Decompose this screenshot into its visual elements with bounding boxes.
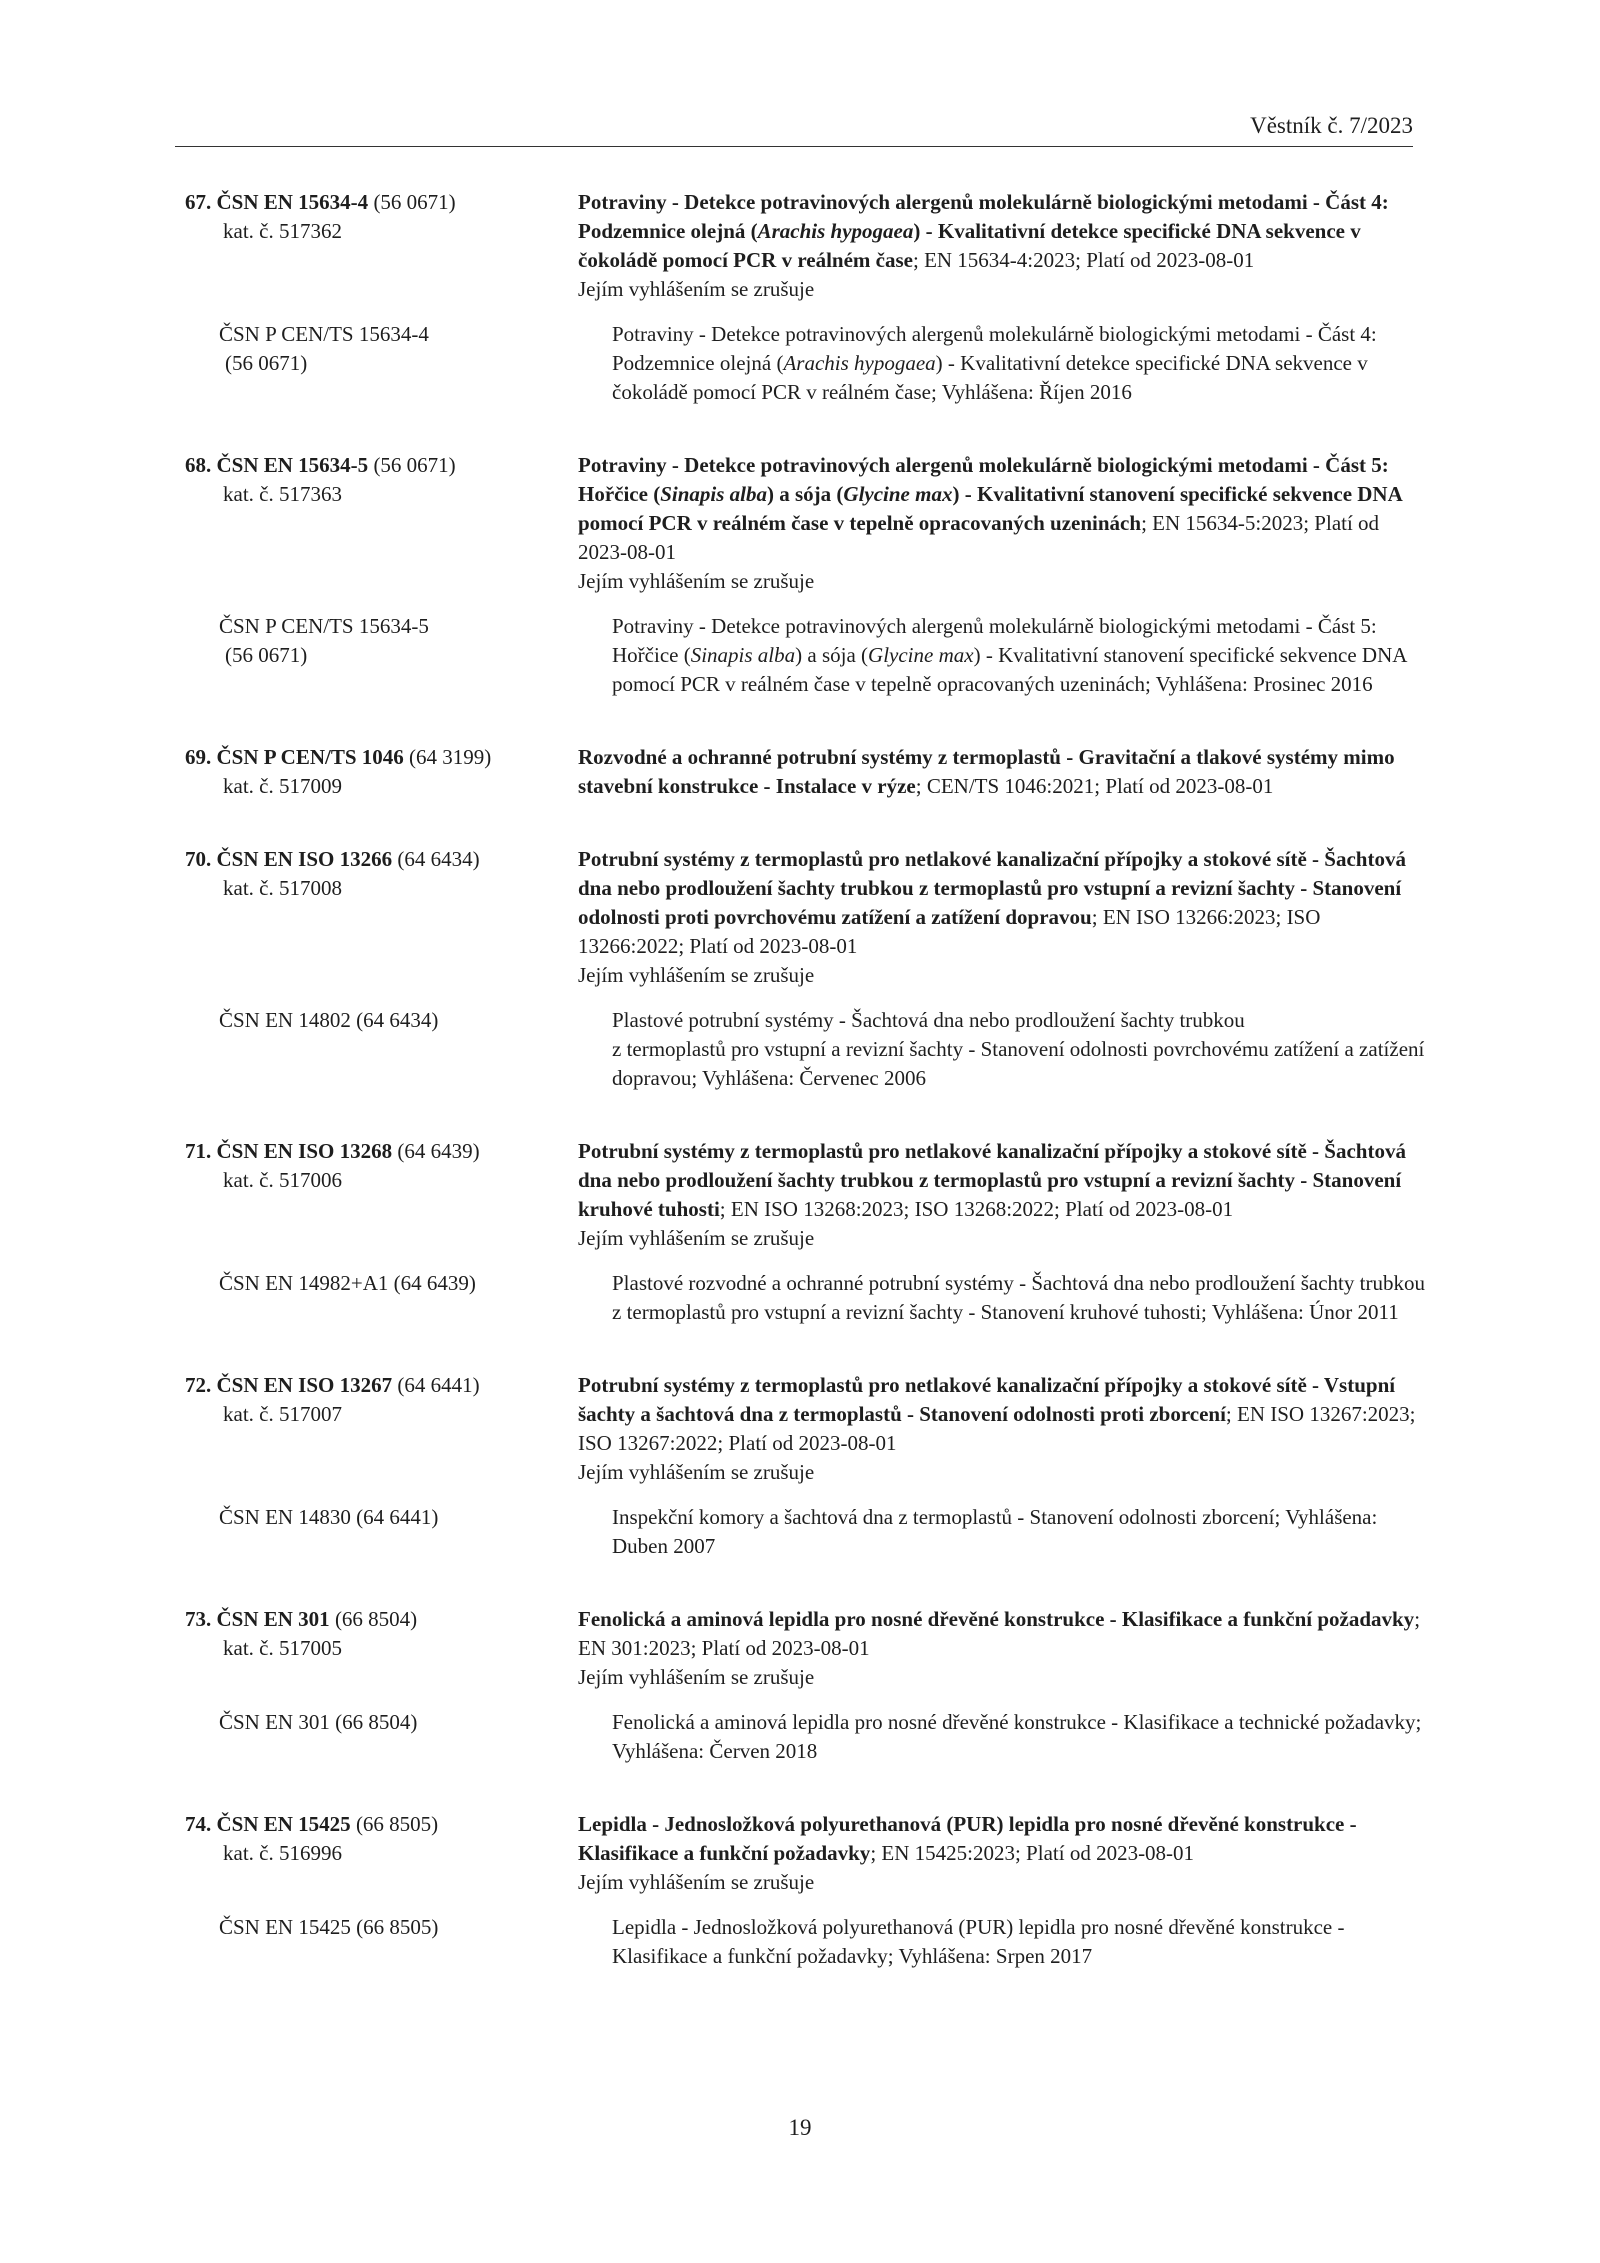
replaced-standard-description: Lepidla - Jednosložková polyurethanová (PUR) lepidla pro nosné dřevěné konstrukce - Klasifikace a funkční požadavky; Vyhlášena: Srpen 2017 (612, 1915, 1345, 1968)
cancellation-note: Jejím vyhlášením se zrušuje (578, 1870, 815, 1894)
standard-title: Potraviny - Detekce potravinových alergenů molekulárně biologickými metodami - Část 5: Hořčice (Sinapis alba) a sója (Glycine max) - Kvalitativní stanovení specifické sekvence DNA pomocí PCR v reálném čase v tepelně opracovaných uzeninách; EN 15634-5:2023; Platí od 2023-08-01 (578, 453, 1402, 564)
standard-code: ČSN EN 15634-4 (216, 190, 369, 214)
replaced-standard-description: Fenolická a aminová lepidla pro nosné dřevěné konstrukce - Klasifikace a technické požadavky; Vyhlášena: Červen 2018 (612, 1710, 1422, 1763)
standard-entry-69 (185, 743, 1425, 801)
class-code: (64 6441) (392, 1373, 480, 1397)
catalog-number: kat. č. 517007 (223, 1402, 342, 1426)
cancellation-note: Jejím vyhlášením se zrušuje (578, 963, 815, 987)
standard-code: ČSN EN ISO 13268 (216, 1139, 393, 1163)
standard-code: ČSN EN ISO 13266 (216, 847, 393, 871)
class-code: (64 6439) (392, 1139, 480, 1163)
replaced-standard-code: ČSN EN 15425 (66 8505) (219, 1915, 439, 1939)
standard-entry-68 (185, 451, 1425, 699)
standard-code: ČSN EN ISO 13267 (216, 1373, 393, 1397)
class-code: (64 3199) (403, 745, 492, 769)
replaced-standard-description: Plastové rozvodné a ochranné potrubní systémy - Šachtová dna nebo prodloužení šachty trubkou z termoplastů pro vstupní a revizní šachty - Stanovení kruhové tuhosti; Vyhlášena: Únor 2011 (612, 1271, 1425, 1324)
cancellation-note: Jejím vyhlášením se zrušuje (578, 1226, 815, 1250)
class-code: (56 0671) (368, 453, 456, 477)
replaced-standard-description: Plastové potrubní systémy - Šachtová dna nebo prodloužení šachty trubkou z termoplastů pro vstupní a revizní šachty - Stanovení odolnosti povrchovému zatížení a zatížení dopravou; Vyhlášena: Červenec 2006 (612, 1008, 1425, 1090)
replaced-standard-code: ČSN EN 14802 (64 6434) (219, 1008, 439, 1032)
standard-title: Potrubní systémy z termoplastů pro netlakové kanalizační přípojky a stokové sítě - Šachtová dna nebo prodloužení šachty trubkou z termoplastů pro vstupní a revizní šachty - Stanovení odolnosti proti povrchovému zatížení a zatížení dopravou; EN ISO 13266:2023; ISO 13266:2022; Platí od 2023-08-01 (578, 847, 1406, 958)
catalog-number: kat. č. 517005 (223, 1636, 342, 1660)
catalog-number: kat. č. 517362 (223, 219, 342, 243)
replaced-standard-code: ČSN P CEN/TS 15634-5 (219, 614, 429, 638)
entry-number: 68. (185, 453, 212, 477)
replaced-standard-description: Potraviny - Detekce potravinových alergenů molekulárně biologickými metodami - Část 5: Hořčice (Sinapis alba) a sója (Glycine max) - Kvalitativní stanovení specifické sekvence DNA pomocí PCR v reálném čase v tepelně opracovaných uzeninách; Vyhlášena: Prosinec 2016 (612, 614, 1407, 696)
class-code: (66 8505) (350, 1812, 439, 1836)
entry-number: 67. (185, 190, 212, 214)
class-code: (56 0671) (368, 190, 456, 214)
standard-title: Potrubní systémy z termoplastů pro netlakové kanalizační přípojky a stokové sítě - Vstupní šachty a šachtová dna z termoplastů - Stanovení odolnosti proti zborcení; EN ISO 13267:2023; ISO 13267:2022; Platí od 2023-08-01 (578, 1373, 1416, 1455)
standard-title: Potraviny - Detekce potravinových alergenů molekulárně biologickými metodami - Část 4: Podzemnice olejná (Arachis hypogaea) - Kvalitativní detekce specifické DNA sekvence v čokoládě pomocí PCR v reálném čase; EN 15634-4:2023; Platí od 2023-08-01 (578, 190, 1389, 272)
standard-entry-73 (185, 1605, 1425, 1766)
replaced-standard-code: ČSN EN 14830 (64 6441) (219, 1505, 439, 1529)
standard-title: Potrubní systémy z termoplastů pro netlakové kanalizační přípojky a stokové sítě - Šachtová dna nebo prodloužení šachty trubkou z termoplastů pro vstupní a revizní šachty - Stanovení kruhové tuhosti; EN ISO 13268:2023; ISO 13268:2022; Platí od 2023-08-01 (578, 1139, 1406, 1221)
replaced-class-code: (56 0671) (225, 351, 308, 375)
standard-entry-71 (185, 1137, 1425, 1327)
replaced-standard-description: Inspekční komory a šachtová dna z termoplastů - Stanovení odolnosti zborcení; Vyhlášena: Duben 2007 (612, 1505, 1378, 1558)
standard-code: ČSN EN 15425 (216, 1812, 351, 1836)
cancellation-note: Jejím vyhlášením se zrušuje (578, 1460, 815, 1484)
replaced-class-code: (56 0671) (225, 643, 308, 667)
catalog-number: kat. č. 517008 (223, 876, 342, 900)
standards-list (185, 188, 1425, 2015)
entry-number: 72. (185, 1373, 212, 1397)
catalog-number: kat. č. 517006 (223, 1168, 342, 1192)
entry-number: 73. (185, 1607, 212, 1631)
entry-number: 69. (185, 745, 212, 769)
page-number: 19 (788, 2115, 812, 2140)
cancellation-note: Jejím vyhlášením se zrušuje (578, 1665, 815, 1689)
catalog-number: kat. č. 516996 (223, 1841, 342, 1865)
class-code: (66 8504) (329, 1607, 418, 1631)
entry-number: 71. (185, 1139, 212, 1163)
cancellation-note: Jejím vyhlášením se zrušuje (578, 277, 815, 301)
entry-number: 74. (185, 1812, 212, 1836)
catalog-number: kat. č. 517009 (223, 774, 342, 798)
replaced-standard-code: ČSN P CEN/TS 15634-4 (219, 322, 429, 346)
standard-entry-74 (185, 1810, 1425, 1971)
standard-entry-70 (185, 845, 1425, 1093)
standard-entry-72 (185, 1371, 1425, 1561)
standard-entry-67 (185, 188, 1425, 407)
catalog-number: kat. č. 517363 (223, 482, 342, 506)
standard-code: ČSN P CEN/TS 1046 (216, 745, 404, 769)
standard-title: Lepidla - Jednosložková polyurethanová (PUR) lepidla pro nosné dřevěné konstrukce - Klasifikace a funkční požadavky; EN 15425:2023; Platí od 2023-08-01 (578, 1812, 1357, 1865)
standard-code: ČSN EN 301 (216, 1607, 330, 1631)
class-code: (64 6434) (392, 847, 480, 871)
standard-title: Rozvodné a ochranné potrubní systémy z termoplastů - Gravitační a tlakové systémy mimo stavební konstrukce - Instalace v rýze; CEN/TS 1046:2021; Platí od 2023-08-01 (578, 745, 1395, 798)
entry-number: 70. (185, 847, 212, 871)
replaced-standard-code: ČSN EN 301 (66 8504) (219, 1710, 418, 1734)
standard-code: ČSN EN 15634-5 (216, 453, 369, 477)
cancellation-note: Jejím vyhlášením se zrušuje (578, 569, 815, 593)
page-header: Věstník č. 7/2023 (175, 112, 1413, 147)
replaced-standard-code: ČSN EN 14982+A1 (64 6439) (219, 1271, 476, 1295)
replaced-standard-description: Potraviny - Detekce potravinových alergenů molekulárně biologickými metodami - Část 4: Podzemnice olejná (Arachis hypogaea) - Kvalitativní detekce specifické DNA sekvence v čokoládě pomocí PCR v reálném čase; Vyhlášena: Říjen 2016 (612, 322, 1377, 404)
standard-title: Fenolická a aminová lepidla pro nosné dřevěné konstrukce - Klasifikace a funkční požadavky; EN 301:2023; Platí od 2023-08-01 (578, 1607, 1421, 1660)
